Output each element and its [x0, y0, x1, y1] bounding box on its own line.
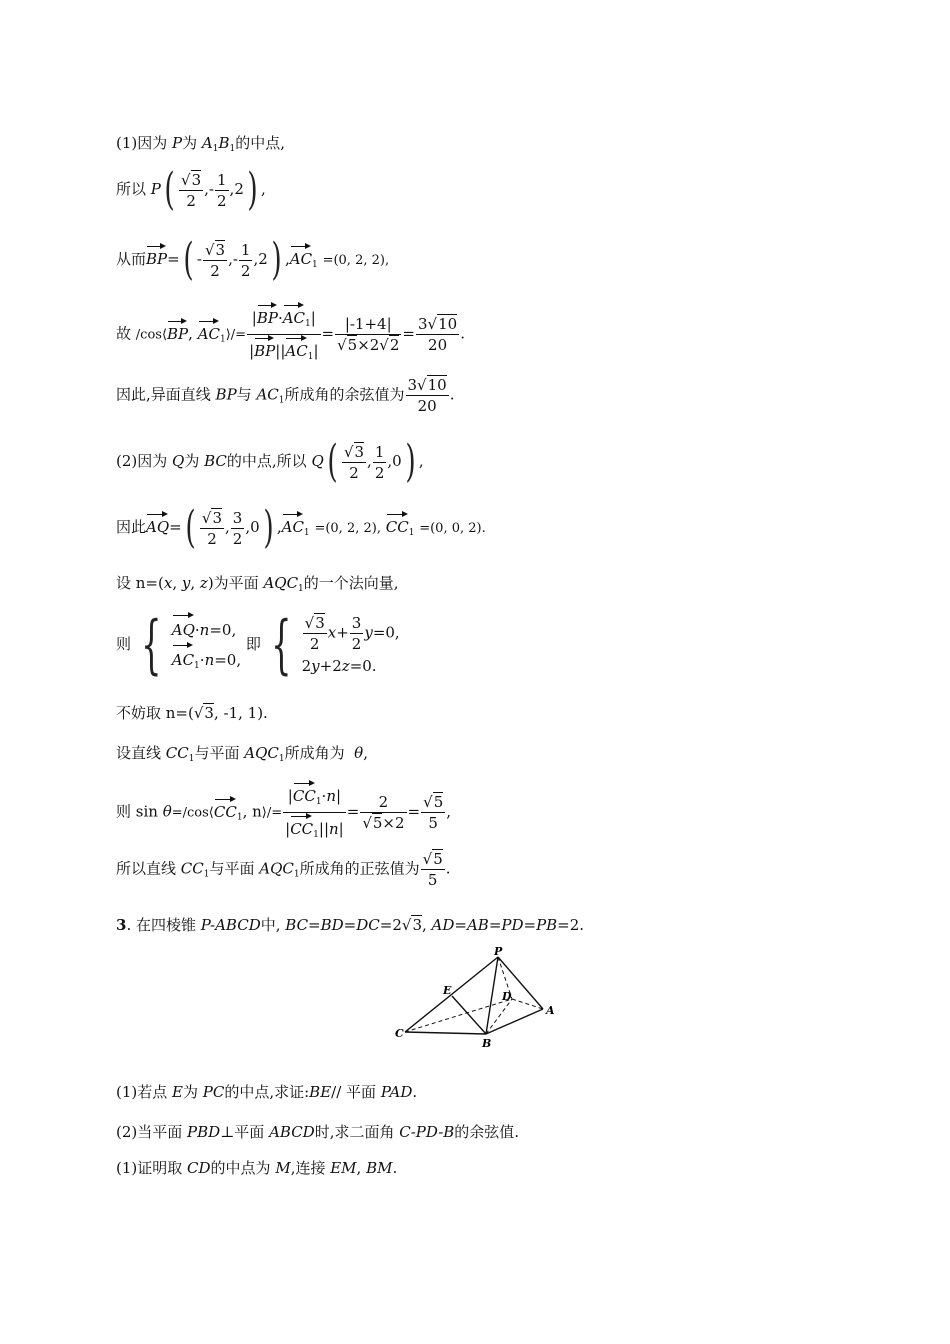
vectors-aq-ac1-cc1: 因此AQ=( $\frac{√3}{2}$ , $\frac{3}{2}$ ,0) $,AC_1 =(0$, 2, 2), $CC_1 =(0$, 0, 2).: [116, 502, 486, 553]
answer-part1: 因此,异面直线 BP与 $AC_1$所成角的余弦值为 $\frac{3√10}{20}$ .: [116, 376, 455, 415]
problem-3-statement: 3. 在四棱锥 P-ABCD中, BC=BD=DC=2√3, AD=AB=PD=PB=2.: [116, 916, 585, 934]
figure-label-c: C: [395, 1027, 404, 1040]
sine-computation: 则 $\sin \theta=/\cos⟨CC_1$, n⟩/= $\frac{|CC_1\cdot n|}{|CC_1||n|}$ = $\frac{2}{√5\times 2}$ = $\frac{√5}{5}$ ,: [116, 780, 451, 845]
pyramid-figure: [390, 946, 560, 1050]
cosine-computation: 故 /cos⟨BP, $AC_1⟩/=$ $\frac{|BP\cdot AC_1|}{|BP||AC_1|}$ = $\frac{|-1+4|}{√5\times 2√2}$ = $\frac{3√10}{20}$ .: [116, 302, 465, 367]
solution-part2-intro: (2)因为 Q为 BC的中点,所以 Q( $\frac{√3}{2}$ , $\frac{1}{2}$ ,0) ,: [116, 436, 424, 487]
coordinates-of-p: 所以 P( $\frac{√3}{2}$ ,- $\frac{1}{2}$ ,2) ,: [116, 164, 266, 215]
chosen-normal-vector: 不妨取 n=(√3, -1, 1).: [116, 704, 268, 722]
answer-part2: 所以直线 $CC_1$与平面 $AQC_1$所成角的正弦值为 $\frac{√5}{5}$ .: [116, 850, 451, 889]
question-part2: (2)当平面 PBD⊥平面 ABCD时,求二面角 C-PD-B的余弦值.: [116, 1123, 520, 1141]
vector-bp-ac1: 从而BP=( - $\frac{√3}{2}$ ,- $\frac{1}{2}$ ,2) $,AC_1 =(0$, 2, 2),: [116, 234, 390, 285]
question-part1: (1)若点 E为 PC的中点,求证:BE// 平面 PAD.: [116, 1083, 418, 1101]
equation-system: 则 { AQ·n=0, $AC_1\cdot n=0$, 即 { $\frac{√3}{2}$ x+ $\frac{3}{2}$ y=0, 2y+2z=0.: [116, 608, 400, 682]
angle-setup: 设直线 $CC_1$与平面 $AQC_1$所成角为 θ,: [116, 744, 368, 764]
normal-vector-setup: 设 n=(x, y, z)为平面 $AQC_1$的一个法向量,: [116, 574, 399, 594]
figure-label-e: E: [443, 984, 452, 997]
proof-start: (1)证明取 CD的中点为 M,连接 EM, BM.: [116, 1159, 398, 1177]
figure-label-a: A: [546, 1004, 555, 1017]
figure-label-p: P: [494, 946, 503, 958]
figure-label-b: B: [482, 1037, 492, 1050]
figure-label-d: D: [502, 990, 512, 1003]
solution-part1-intro: (1)因为 P为 $A_1B_1$的中点,: [116, 134, 286, 154]
